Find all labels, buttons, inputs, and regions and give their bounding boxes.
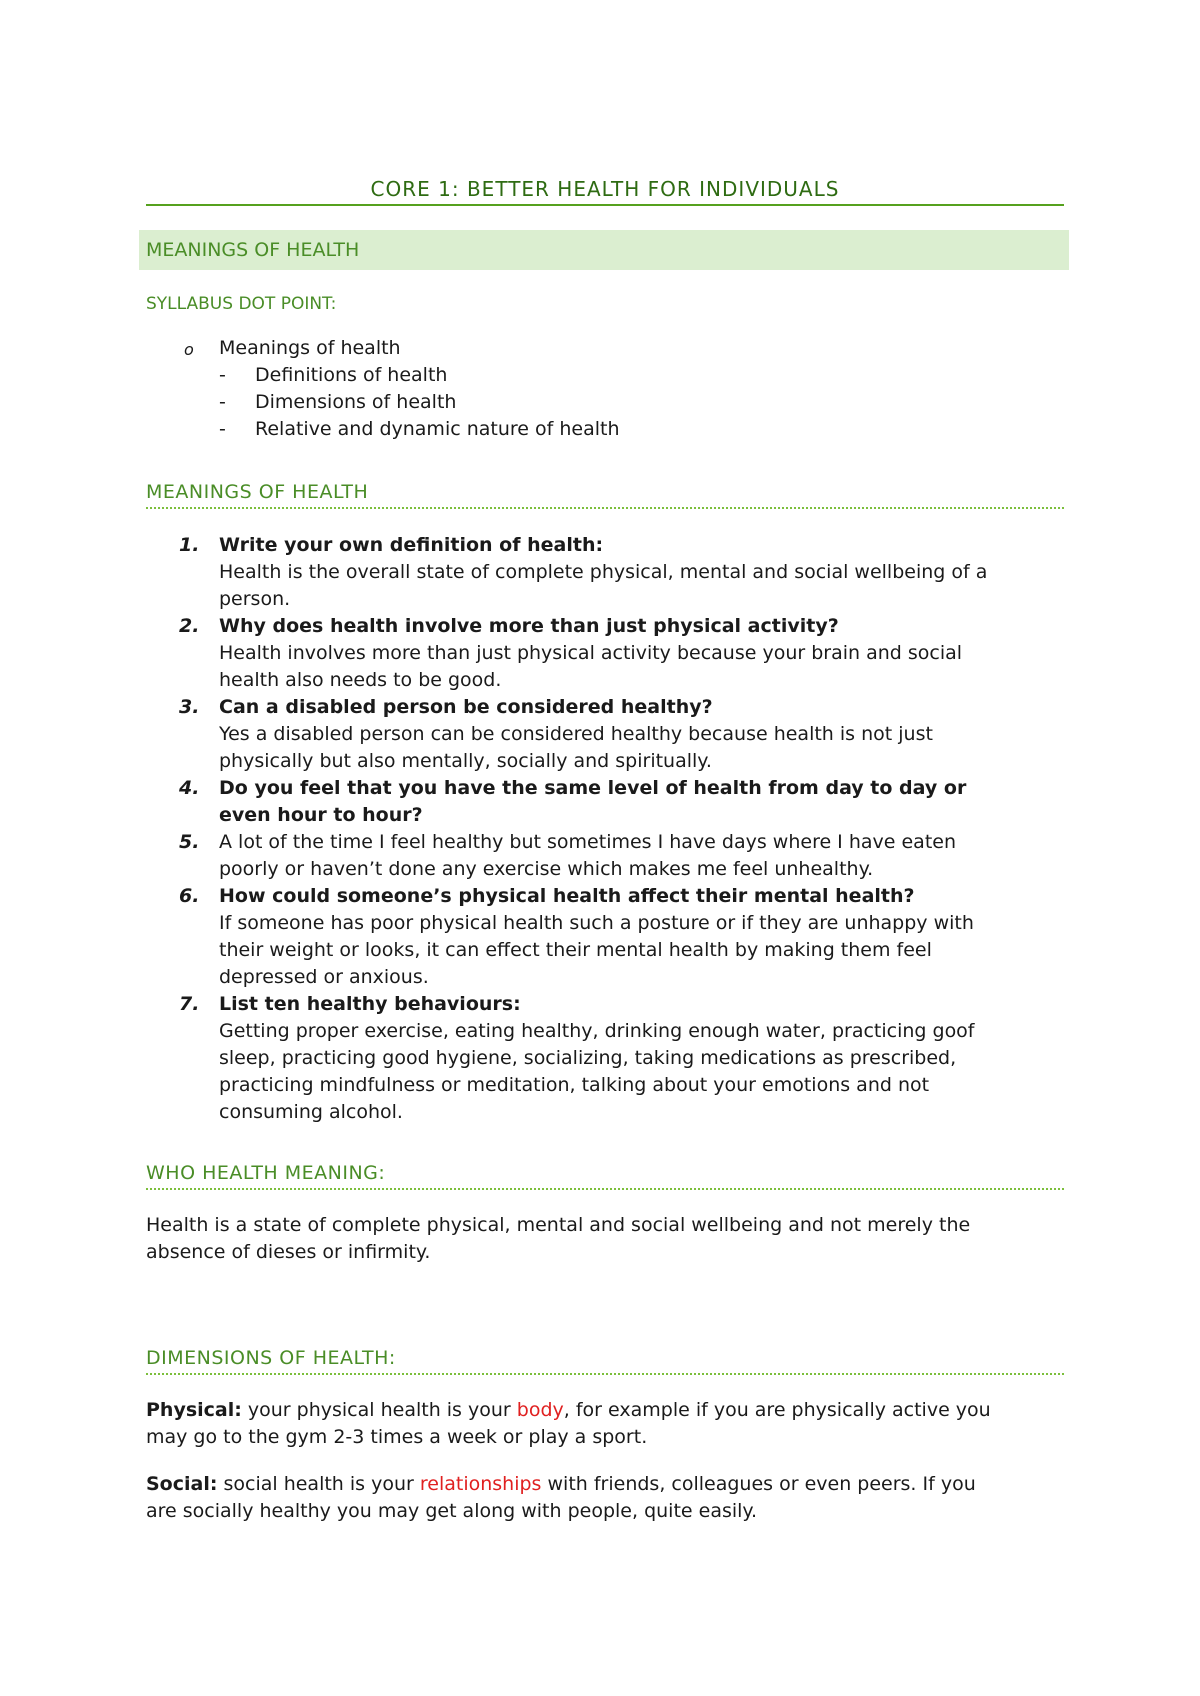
social-text: social health is your <box>217 1473 420 1495</box>
question-text: Can a disabled person be considered healthy? <box>219 696 713 718</box>
social-text: with friends, colleagues or even peers. If you <box>541 1473 976 1495</box>
question-number: 7. <box>179 993 200 1015</box>
social-label: Social: <box>146 1473 218 1495</box>
meanings-heading: MEANINGS OF HEALTH <box>146 481 369 503</box>
answer-text: health also needs to be good. <box>219 669 502 691</box>
answer-text: poorly or haven’t done any exercise which makes me feel unhealthy. <box>219 858 874 880</box>
physical-text: may go to the gym 2-3 times a week or play a sport. <box>146 1426 648 1448</box>
answer-text: sleep, practicing good hygiene, socializing, taking medications as prescribed, <box>219 1047 957 1069</box>
dotted-divider <box>146 1188 1064 1190</box>
question-number: 5. <box>179 831 200 853</box>
answer-text: Yes a disabled person can be considered healthy because health is not just <box>219 723 933 745</box>
answer-text: Health involves more than just physical activity because your brain and social <box>219 642 963 664</box>
answer-text: Health is the overall state of complete physical, mental and social wellbeing of a <box>219 561 988 583</box>
section-band <box>139 230 1069 270</box>
syllabus-item-text: Relative and dynamic nature of health <box>255 418 620 440</box>
social-paragraph <box>146 1473 976 1495</box>
answer-text: depressed or anxious. <box>219 966 429 988</box>
dotted-divider <box>146 1373 1064 1375</box>
answer-text: consuming alcohol. <box>219 1101 403 1123</box>
physical-highlight: body <box>516 1399 564 1421</box>
circle-bullet-icon: o <box>184 340 194 359</box>
question-number: 6. <box>179 885 200 907</box>
dash-bullet: - <box>219 391 226 413</box>
physical-text: your physical health is your <box>241 1399 517 1421</box>
dash-bullet: - <box>219 364 226 386</box>
answer-text: their weight or looks, it can effect their mental health by making them feel <box>219 939 932 961</box>
physical-paragraph <box>146 1399 991 1421</box>
social-highlight: relationships <box>419 1473 542 1495</box>
physical-text: , for example if you are physically active you <box>563 1399 991 1421</box>
syllabus-item-text: Definitions of health <box>255 364 448 386</box>
question-text: How could someone’s physical health affect their mental health? <box>219 885 915 907</box>
title-underline <box>146 204 1064 206</box>
syllabus-item-text: Dimensions of health <box>255 391 457 413</box>
question-text: even hour to hour? <box>219 804 423 826</box>
document-title: CORE 1: BETTER HEALTH FOR INDIVIDUALS <box>370 177 840 201</box>
who-heading: WHO HEALTH MEANING: <box>146 1162 386 1184</box>
question-number: 4. <box>179 777 200 799</box>
dash-bullet: - <box>219 418 226 440</box>
question-number: 2. <box>179 615 200 637</box>
question-number: 1. <box>179 534 200 556</box>
question-text: List ten healthy behaviours: <box>219 993 521 1015</box>
section-band-title: MEANINGS OF HEALTH <box>146 239 360 261</box>
question-number: 3. <box>179 696 200 718</box>
dotted-divider <box>146 507 1064 509</box>
answer-text: Getting proper exercise, eating healthy, drinking enough water, practicing goof <box>219 1020 975 1042</box>
who-text: Health is a state of complete physical, mental and social wellbeing and not merely the <box>146 1214 971 1236</box>
question-text: Why does health involve more than just physical activity? <box>219 615 839 637</box>
answer-text: A lot of the time I feel healthy but sometimes I have days where I have eaten <box>219 831 957 853</box>
question-text: Write your own definition of health: <box>219 534 604 556</box>
syllabus-topic: Meanings of health <box>219 337 401 359</box>
answer-text: practicing mindfulness or meditation, talking about your emotions and not <box>219 1074 930 1096</box>
answer-text: physically but also mentally, socially and spiritually. <box>219 750 712 772</box>
question-text: Do you feel that you have the same level of health from day to day or <box>219 777 967 799</box>
syllabus-label: SYLLABUS DOT POINT: <box>146 294 337 314</box>
answer-text: person. <box>219 588 291 610</box>
social-text: are socially healthy you may get along with people, quite easily. <box>146 1500 757 1522</box>
physical-label: Physical: <box>146 1399 242 1421</box>
answer-text: If someone has poor physical health such a posture or if they are unhappy with <box>219 912 974 934</box>
dimensions-heading: DIMENSIONS OF HEALTH: <box>146 1347 396 1369</box>
who-text: absence of dieses or infirmity. <box>146 1241 431 1263</box>
